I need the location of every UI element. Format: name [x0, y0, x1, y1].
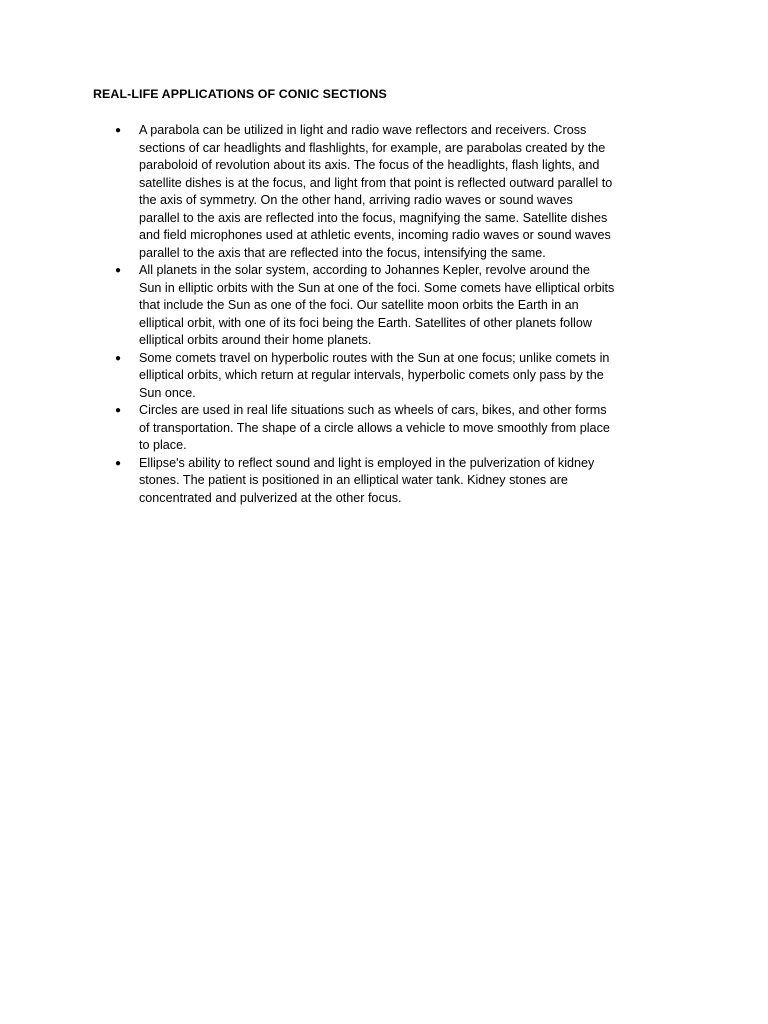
- paragraph-line: of transportation. The shape of a circle allows a vehicle to move smoothly from place: [139, 420, 610, 435]
- paragraph-line: Ellipse's ability to reflect sound and light is employed in the pulverization of kidney: [139, 455, 595, 470]
- list-item: [115, 262, 679, 350]
- paragraph-line: parallel to the axis that are reflected into the focus, intensifying the same.: [139, 245, 546, 260]
- paragraph-line: concentrated and pulverized at the other focus.: [139, 490, 402, 505]
- bullet-icon: ●: [115, 265, 122, 276]
- bullet-icon: ●: [115, 405, 122, 416]
- paragraph-line: All planets in the solar system, according to Johannes Kepler, revolve around the: [139, 263, 590, 277]
- paragraph-line: satellite dishes is at the focus, and light from that point is reflected outward parallel to: [139, 175, 613, 190]
- paragraph-line: parallel to the axis are reflected into the focus, magnifying the same. Satellite dishes: [139, 210, 608, 225]
- paragraph-line: paraboloid of revolution about its axis. The focus of the headlights, flash lights, and: [139, 158, 600, 172]
- paragraph-line: A parabola can be utilized in light and radio wave reflectors and receivers. Cross: [139, 123, 587, 137]
- list-item: [115, 122, 679, 262]
- paragraph-line: to place.: [139, 438, 187, 452]
- paragraph-line: the axis of symmetry. On the other hand, arriving radio waves or sound waves: [139, 193, 573, 207]
- document-title: REAL-LIFE APPLICATIONS OF CONIC SECTIONS: [93, 87, 387, 101]
- paragraph-line: Sun once.: [139, 385, 196, 400]
- paragraph-line: Sun in elliptic orbits with the Sun at one of the foci. Some comets have elliptical orbits: [139, 280, 615, 295]
- bullet-icon: ●: [115, 125, 122, 136]
- paragraph-line: elliptical orbit, with one of its foci being the Earth. Satellites of other planets follow: [139, 315, 592, 330]
- paragraph-line: that include the Sun as one of the foci. Our satellite moon orbits the Earth in an: [139, 298, 579, 312]
- paragraph-line: Some comets travel on hyperbolic routes with the Sun at one focus; unlike comets in: [139, 350, 610, 365]
- paragraph-line: sections of car headlights and flashlights, for example, are parabolas created by the: [139, 140, 606, 155]
- paragraph-line: Circles are used in real life situations such as wheels of cars, bikes, and other forms: [139, 403, 607, 417]
- list-item: [115, 350, 679, 403]
- paragraph-line: elliptical orbits, which return at regular intervals, hyperbolic comets only pass by the: [139, 368, 604, 382]
- list-item: [115, 402, 679, 455]
- bullet-icon: ●: [115, 457, 122, 469]
- paragraph-line: elliptical orbits around their home planets.: [139, 333, 372, 347]
- bullet-list: [115, 122, 679, 507]
- list-item: [115, 455, 679, 508]
- paragraph-line: and field microphones used at athletic events, incoming radio waves or sound waves: [139, 228, 611, 242]
- paragraph-line: stones. The patient is positioned in an elliptical water tank. Kidney stones are: [139, 473, 568, 487]
- bullet-icon: ●: [115, 352, 122, 364]
